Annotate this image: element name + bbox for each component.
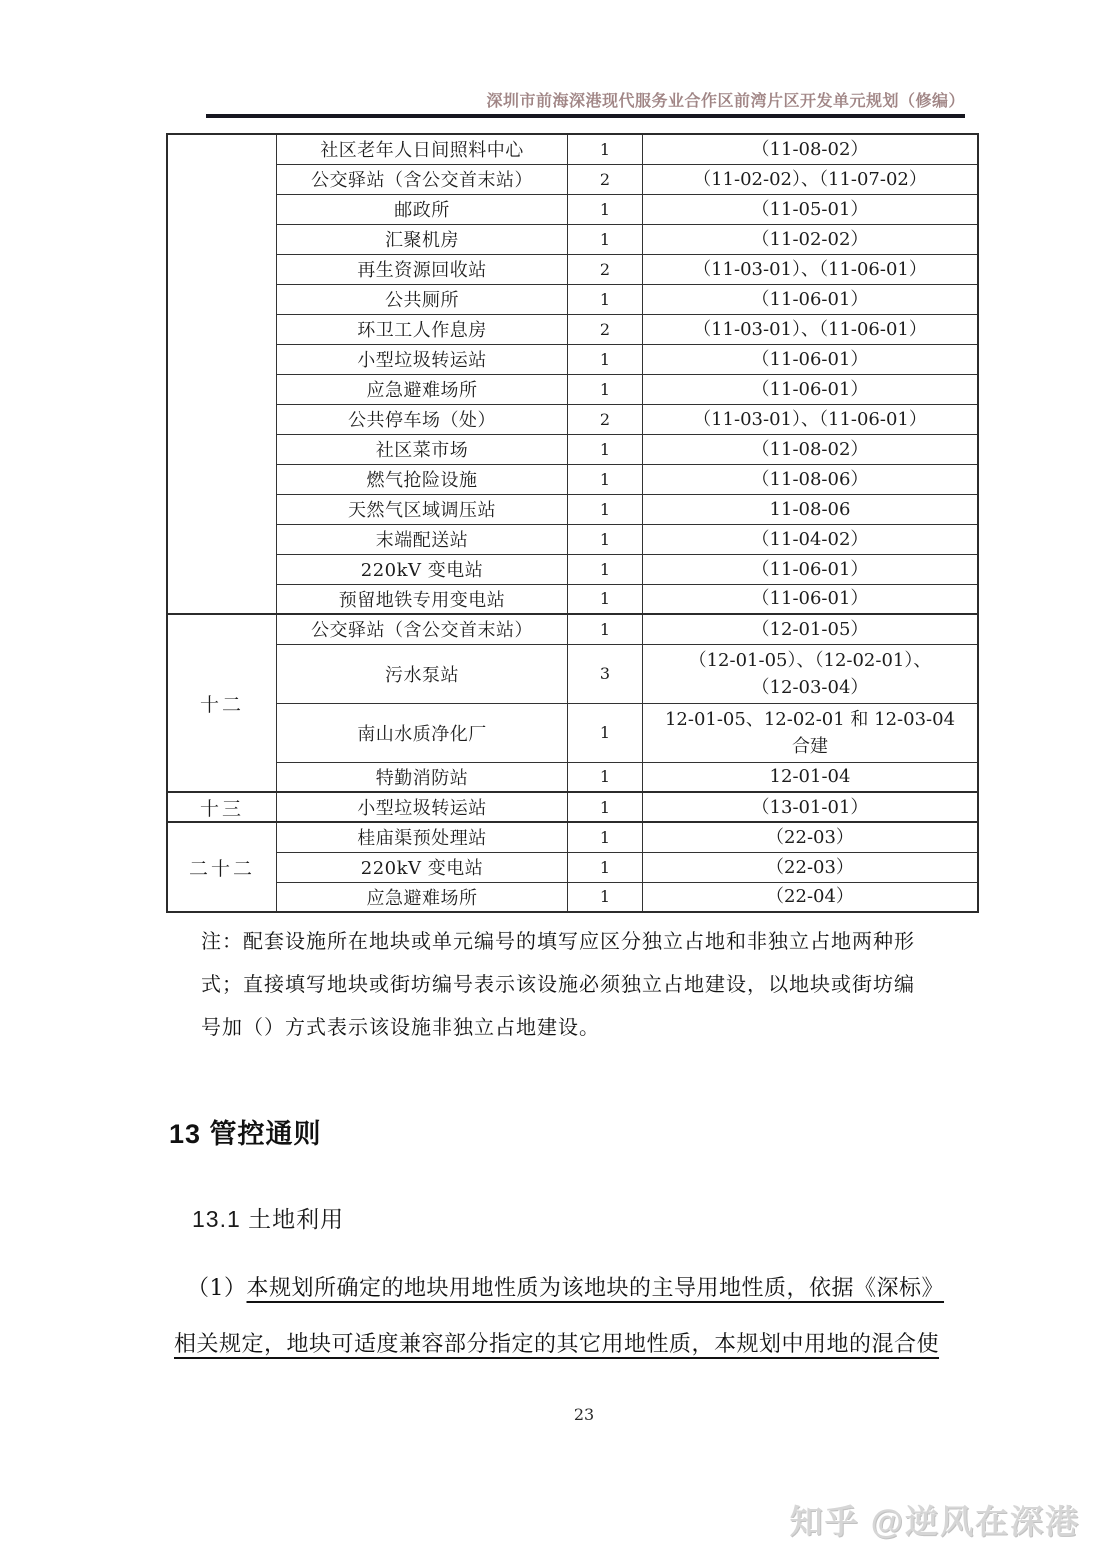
facility-name-cell: 220kV 变电站	[277, 554, 568, 584]
facility-code-cell	[643, 882, 979, 912]
clause-marker: （1）	[187, 1276, 247, 1301]
table-row	[167, 762, 978, 792]
facility-count-cell: 1	[568, 554, 643, 584]
facility-code-cell	[643, 554, 979, 584]
facility-code-line: （11-03-01）、（11-06-01）	[693, 258, 927, 280]
facility-code-line: （11-08-02）	[751, 138, 869, 160]
facility-code-cell	[643, 792, 979, 822]
facility-count-cell: 1	[568, 224, 643, 254]
facility-code-line: （11-03-01）、（11-06-01）	[693, 318, 927, 340]
facility-count-cell: 1	[568, 852, 643, 882]
table-row	[167, 134, 978, 164]
table-row	[167, 882, 978, 912]
subsection-heading: 13.1 土地利用	[192, 1206, 345, 1232]
facility-name-cell: 应急避难场所	[277, 882, 568, 912]
facility-code-cell	[643, 314, 979, 344]
facility-code-line: （13-01-01）	[751, 796, 869, 818]
facility-code-cell	[643, 134, 979, 164]
table-row	[167, 524, 978, 554]
facility-code-line: 合建	[792, 735, 828, 757]
facility-name-cell: 应急避难场所	[277, 374, 568, 404]
facility-name-cell: 南山水质净化厂	[277, 703, 568, 762]
facility-count-cell: 1	[568, 614, 643, 644]
facility-code-line: （11-08-02）	[751, 438, 869, 460]
table-row	[167, 164, 978, 194]
table-row	[167, 404, 978, 434]
facility-name-cell: 社区菜市场	[277, 434, 568, 464]
facility-count-cell: 1	[568, 494, 643, 524]
facility-name-cell: 社区老年人日间照料中心	[277, 134, 568, 164]
clause-line-1	[174, 1272, 960, 1328]
table-row	[167, 314, 978, 344]
facility-code-cell	[643, 494, 979, 524]
facility-count-cell: 1	[568, 792, 643, 822]
facility-name-cell: 末端配送站	[277, 524, 568, 554]
table-note-line: 式；直接填写地块或街坊编号表示该设施必须独立占地建设，以地块或街坊编	[201, 972, 915, 996]
facility-code-line: （11-06-01）	[751, 558, 869, 580]
facility-count-cell: 1	[568, 882, 643, 912]
table-row	[167, 434, 978, 464]
facility-code-cell	[643, 584, 979, 614]
table-note	[201, 920, 961, 1049]
facility-name-cell: 邮政所	[277, 194, 568, 224]
facility-count-cell: 1	[568, 464, 643, 494]
facility-name-cell: 公交驿站（含公交首末站）	[277, 164, 568, 194]
table-row	[167, 494, 978, 524]
facility-name-cell: 桂庙渠预处理站	[277, 822, 568, 852]
table-row	[167, 792, 978, 822]
facility-code-line: （12-01-05）	[751, 618, 869, 640]
facility-code-cell	[643, 254, 979, 284]
table-row	[167, 284, 978, 314]
table-row	[167, 614, 978, 644]
clause-paragraph	[174, 1272, 960, 1384]
facility-code-line: （11-03-01）、（11-06-01）	[693, 408, 927, 430]
table-row	[167, 224, 978, 254]
facility-count-cell: 1	[568, 434, 643, 464]
facilities-table	[166, 133, 979, 913]
clause-text-2: 相关规定，地块可适度兼容部分指定的其它用地性质，本规划中用地的混合使	[174, 1332, 940, 1357]
facility-code-cell	[643, 344, 979, 374]
facility-code-cell	[643, 822, 979, 852]
facility-count-cell: 1	[568, 284, 643, 314]
facility-code-cell	[643, 762, 979, 792]
facility-code-line: （11-02-02）	[751, 228, 869, 250]
header-rule	[206, 114, 965, 118]
facility-name-cell: 小型垃圾转运站	[277, 792, 568, 822]
facility-code-cell	[643, 194, 979, 224]
facility-name-cell: 小型垃圾转运站	[277, 344, 568, 374]
facility-code-line: （22-03）	[766, 826, 854, 848]
facility-code-line: （22-04）	[766, 886, 854, 908]
facility-count-cell: 1	[568, 374, 643, 404]
facility-count-cell: 3	[568, 644, 643, 703]
group-label-cell: 十二	[167, 614, 277, 792]
facility-code-cell	[643, 374, 979, 404]
facility-name-cell: 220kV 变电站	[277, 852, 568, 882]
table-row	[167, 194, 978, 224]
facility-name-cell: 环卫工人作息房	[277, 314, 568, 344]
facility-count-cell: 1	[568, 584, 643, 614]
facility-name-cell: 燃气抢险设施	[277, 464, 568, 494]
facility-code-line: （11-06-01）	[751, 588, 869, 610]
table-row	[167, 344, 978, 374]
facility-name-cell: 公共厕所	[277, 284, 568, 314]
document-header-title: 深圳市前海深港现代服务业合作区前湾片区开发单元规划（修编）	[486, 93, 965, 110]
table-note-line: 注：配套设施所在地块或单元编号的填写应区分独立占地和非独立占地两种形	[201, 929, 915, 953]
page-number: 23	[573, 1405, 595, 1424]
facility-code-cell	[643, 524, 979, 554]
table-note-line: 号加（）方式表示该设施非独立占地建设。	[201, 1015, 600, 1039]
facility-code-line: （11-06-01）	[751, 288, 869, 310]
facility-name-cell: 公交驿站（含公交首末站）	[277, 614, 568, 644]
facility-count-cell: 1	[568, 344, 643, 374]
facility-name-cell: 预留地铁专用变电站	[277, 584, 568, 614]
watermark: 知乎 @逆风在深港	[789, 1503, 1080, 1540]
facility-code-line: （11-08-06）	[751, 468, 869, 490]
facility-count-cell: 1	[568, 134, 643, 164]
clause-text-1: 本规划所确定的地块用地性质为该地块的主导用地性质，依据《深标》	[246, 1276, 945, 1301]
facility-count-cell: 1	[568, 524, 643, 554]
facility-code-cell	[643, 464, 979, 494]
facility-code-cell	[643, 434, 979, 464]
table-row	[167, 584, 978, 614]
facility-count-cell: 1	[568, 194, 643, 224]
chapter-heading: 13 管控通则	[169, 1119, 322, 1149]
facility-code-line: 12-01-05、12-02-01 和 12-03-04	[664, 708, 956, 730]
group-label-cell	[167, 134, 277, 614]
facility-code-line: 12-01-04	[769, 766, 851, 788]
facility-code-line: （12-01-05）、（12-02-01）、	[688, 649, 932, 671]
facility-code-cell	[643, 404, 979, 434]
table-row	[167, 254, 978, 284]
facility-code-line: （12-03-04）	[751, 676, 869, 698]
facility-code-cell	[643, 224, 979, 254]
clause-line-2	[174, 1328, 960, 1384]
facility-code-cell	[643, 852, 979, 882]
table-row	[167, 644, 978, 703]
facility-code-cell	[643, 164, 979, 194]
facility-name-cell: 再生资源回收站	[277, 254, 568, 284]
facility-code-line: （11-06-01）	[751, 378, 869, 400]
facility-count-cell: 1	[568, 703, 643, 762]
table-row	[167, 822, 978, 852]
facility-count-cell: 2	[568, 164, 643, 194]
facility-count-cell: 1	[568, 762, 643, 792]
facility-count-cell: 2	[568, 404, 643, 434]
facility-code-line: （11-06-01）	[751, 348, 869, 370]
facility-count-cell: 1	[568, 822, 643, 852]
facility-code-line: （11-04-02）	[751, 528, 869, 550]
table-row	[167, 374, 978, 404]
facility-code-cell	[643, 703, 979, 762]
facility-name-cell: 天然气区域调压站	[277, 494, 568, 524]
table-row	[167, 703, 978, 762]
facility-code-line: （22-03）	[766, 856, 854, 878]
facility-code-cell	[643, 644, 979, 703]
facility-count-cell: 2	[568, 314, 643, 344]
facility-code-line: （11-02-02）、（11-07-02）	[693, 168, 927, 190]
group-label-cell: 十三	[167, 792, 277, 822]
facility-name-cell: 公共停车场（处）	[277, 404, 568, 434]
table-row	[167, 554, 978, 584]
facility-name-cell: 汇聚机房	[277, 224, 568, 254]
table-row	[167, 464, 978, 494]
facility-code-cell	[643, 614, 979, 644]
table-row	[167, 852, 978, 882]
facility-code-line: （11-05-01）	[751, 198, 869, 220]
facility-name-cell: 污水泵站	[277, 644, 568, 703]
facility-code-line: 11-08-06	[769, 498, 851, 520]
group-label-cell: 二十二	[167, 822, 277, 912]
facility-count-cell: 2	[568, 254, 643, 284]
facility-name-cell: 特勤消防站	[277, 762, 568, 792]
facility-code-cell	[643, 284, 979, 314]
